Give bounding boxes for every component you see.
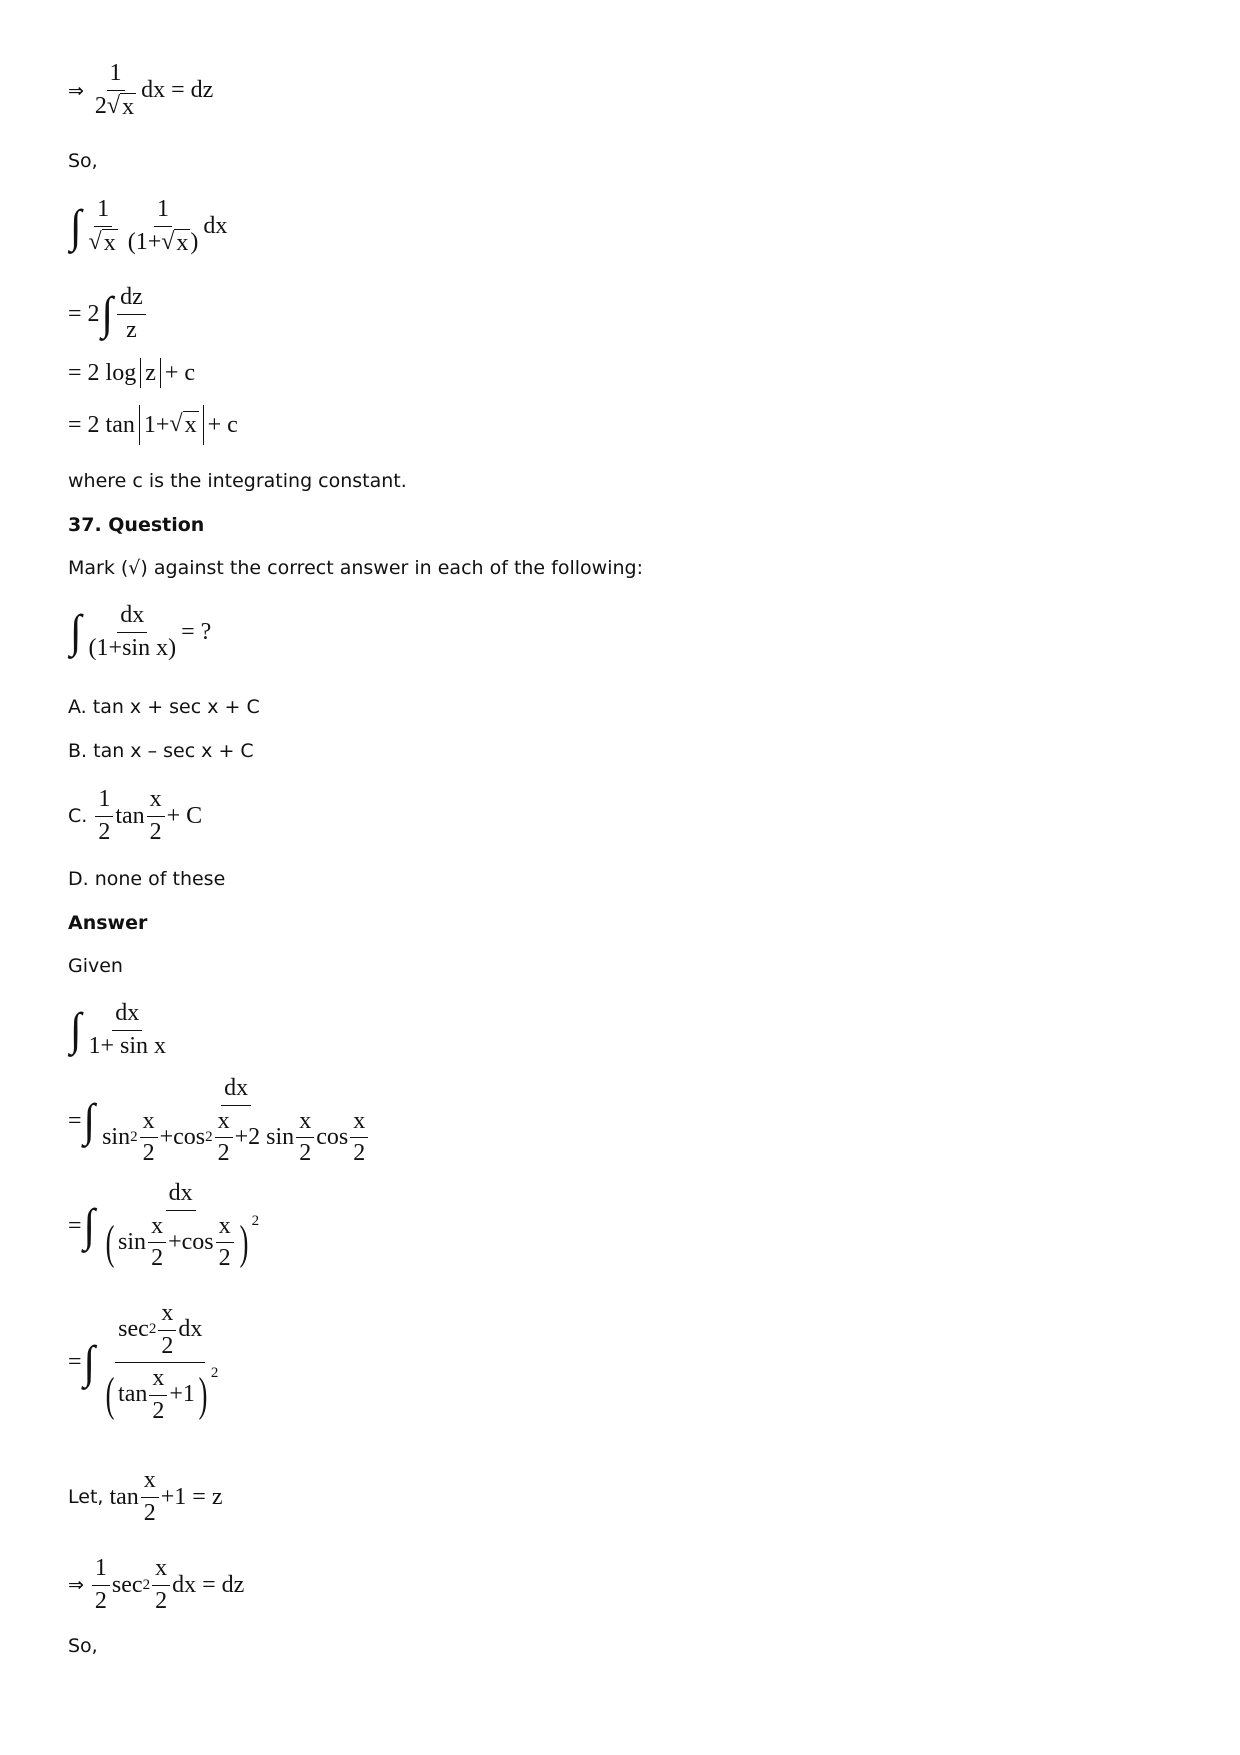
integral-step-3: = 2 log z + c	[68, 358, 195, 388]
question-integral: ∫ $\frac{dx}{\text{(1+sin x)}}$ = ?	[70, 602, 212, 661]
integral-step-2: = 2 ∫ $\frac{dz}{z}$	[68, 284, 148, 344]
given-label: Given	[68, 955, 123, 977]
step-identity-expansion: = ∫ dx sin 2 $\frac{x}{2}$ + cos 2 $\frac{x}{2}$ + 2 sin $\frac{x}{2}$ cos $\frac{x}{2}$	[68, 1075, 375, 1168]
constant-note: where c is the integrating constant.	[68, 470, 407, 492]
option-a[interactable]: A. tan x + sec x + C	[68, 696, 260, 718]
given-integral: ∫ $\frac{dx}{\text{1+ sin x}}$	[70, 1000, 167, 1059]
step-tan-substitution: = ∫ sec 2 $\frac{x}{2}$ dx ( tan $\frac{x}{2}$ +1 ) 2	[68, 1300, 219, 1424]
option-c[interactable]: C. $\frac{1}{2}$ tan $\frac{x}{2}$ + C	[68, 786, 203, 845]
so-label: So,	[68, 150, 98, 172]
question-instruction: Mark (√) against the correct answer in each of the following:	[68, 557, 643, 579]
substitution-differential-2: ⇒ $\frac{1}{2}$ sec 2 $\frac{x}{2}$ dx = dz	[68, 1555, 245, 1614]
answer-heading: Answer	[68, 912, 148, 934]
substitution-differential: ⇒ 1 2 √ x dx = dz	[68, 60, 214, 120]
option-d[interactable]: D. none of these	[68, 868, 226, 890]
so-label-2: So,	[68, 1635, 98, 1657]
question-heading: 37. Question	[68, 514, 205, 536]
option-b[interactable]: B. tan x – sec x + C	[68, 740, 254, 762]
integral-result: = 2 tan 1 + √ x + c	[68, 405, 238, 445]
integral-expression-1: ∫ 1 √ x 1 (1+ √ x ) dx	[70, 196, 228, 256]
let-substitution: Let, tan $\frac{x}{2}$ +1 = z	[68, 1467, 223, 1526]
step-perfect-square: = ∫ dx ( sin $\frac{x}{2}$ + cos $\frac{x}{2}$ ) 2	[68, 1180, 260, 1272]
